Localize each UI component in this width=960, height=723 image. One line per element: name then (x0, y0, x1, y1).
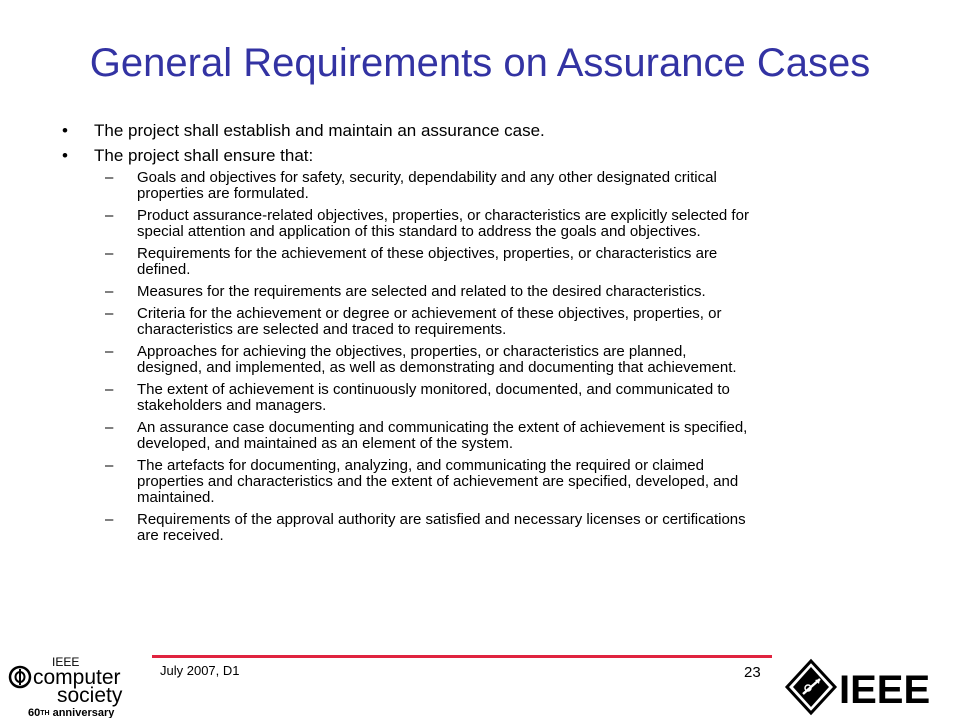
subbullet-item (62, 170, 922, 202)
subbullet-line: Product assurance-related objectives, properties, or characteristics are explicitly selected for (137, 207, 749, 224)
subbullet-line: An assurance case documenting and communicating the extent of achievement is specified, (137, 419, 748, 436)
subbullet-text (137, 306, 922, 338)
dash-marker: – (105, 207, 114, 224)
subbullet-item (62, 284, 922, 300)
ieee-logo (784, 658, 956, 716)
subbullet-item (62, 458, 922, 506)
subbullet-text (137, 458, 922, 506)
bullet-item (62, 120, 922, 142)
dash-marker: – (105, 169, 114, 186)
subbullet-text (137, 420, 922, 452)
page-number: 23 (744, 664, 761, 681)
subbullet-line: The artefacts for documenting, analyzing, and communicating the required or claimed (137, 457, 704, 474)
bullet-text: The project shall ensure that: (94, 146, 314, 165)
dash-marker: – (105, 283, 114, 300)
subbullet-list (62, 170, 922, 544)
subbullet-text (137, 170, 922, 202)
ieee-diamond-icon (787, 661, 835, 713)
subbullet-item (62, 382, 922, 414)
subbullet-item (62, 420, 922, 452)
footer-divider (152, 655, 772, 658)
subbullet-text (137, 284, 922, 300)
bullet-marker: • (62, 146, 68, 165)
dash-marker: – (105, 305, 114, 322)
cs-logo-anniversary-text: 60TH anniversary (28, 707, 115, 718)
dash-marker: – (105, 381, 114, 398)
subbullet-text (137, 382, 922, 414)
subbullet-item (62, 306, 922, 338)
subbullet-line: Requirements for the achievement of these objectives, properties, or characteristics are (137, 245, 718, 262)
subbullet-line: Measures for the requirements are selected and related to the desired characteristics. (137, 283, 706, 300)
subbullet-item (62, 512, 922, 544)
bullet-marker: • (62, 121, 68, 140)
dash-marker: – (105, 457, 114, 474)
cs-logo-computer-text: computer (33, 666, 121, 689)
cs-logo-ieee-text: IEEE (52, 655, 80, 669)
phi-icon (10, 667, 30, 687)
footer-date: July 2007, D1 (160, 663, 240, 678)
dash-marker: – (105, 343, 114, 360)
subbullet-line: developed, and maintained as an element of the system. (137, 435, 514, 452)
subbullet-text (137, 208, 922, 240)
subbullet-text (137, 246, 922, 278)
dash-marker: – (105, 511, 114, 528)
cs-logo-society-text: society (57, 684, 123, 707)
subbullet-line: are received. (137, 527, 224, 544)
subbullet-line: designed, and implemented, as well as demonstrating and documenting that achievement. (137, 359, 737, 376)
subbullet-text (137, 512, 922, 544)
subbullet-line: characteristics are selected and traced to requirements. (137, 321, 507, 338)
bullet-text: The project shall establish and maintain an assurance case. (94, 121, 545, 140)
dash-marker: – (105, 245, 114, 262)
subbullet-item (62, 246, 922, 278)
subbullet-line: Criteria for the achievement or degree or achievement of these objectives, properties, or (137, 305, 722, 322)
subbullet-line: maintained. (137, 489, 215, 506)
slide-title: General Requirements on Assurance Cases (89, 41, 871, 85)
subbullet-line: Goals and objectives for safety, security, dependability and any other designated critical (137, 169, 717, 186)
subbullet-line: The extent of achievement is continuously monitored, documented, and communicated to (137, 381, 730, 398)
subbullet-line: defined. (137, 261, 191, 278)
ieee-logo-text: IEEE (839, 668, 931, 712)
subbullet-item (62, 344, 922, 376)
subbullet-line: Approaches for achieving the objectives, properties, or characteristics are planned, (137, 343, 687, 360)
subbullet-line: stakeholders and managers. (137, 397, 327, 414)
subbullet-line: Requirements of the approval authority are satisfied and necessary licenses or certifications (137, 511, 746, 528)
dash-marker: – (105, 419, 114, 436)
slide-body (62, 120, 922, 550)
subbullet-item (62, 208, 922, 240)
bullet-item (62, 145, 922, 167)
subbullet-line: properties and characteristics and the extent of achievement are specified, developed, and (137, 473, 739, 490)
subbullet-line: properties are formulated. (137, 185, 309, 202)
subbullet-text (137, 344, 922, 376)
subbullet-line: special attention and application of this standard to address the goals and objectives. (137, 223, 701, 240)
computer-society-logo (6, 652, 146, 718)
